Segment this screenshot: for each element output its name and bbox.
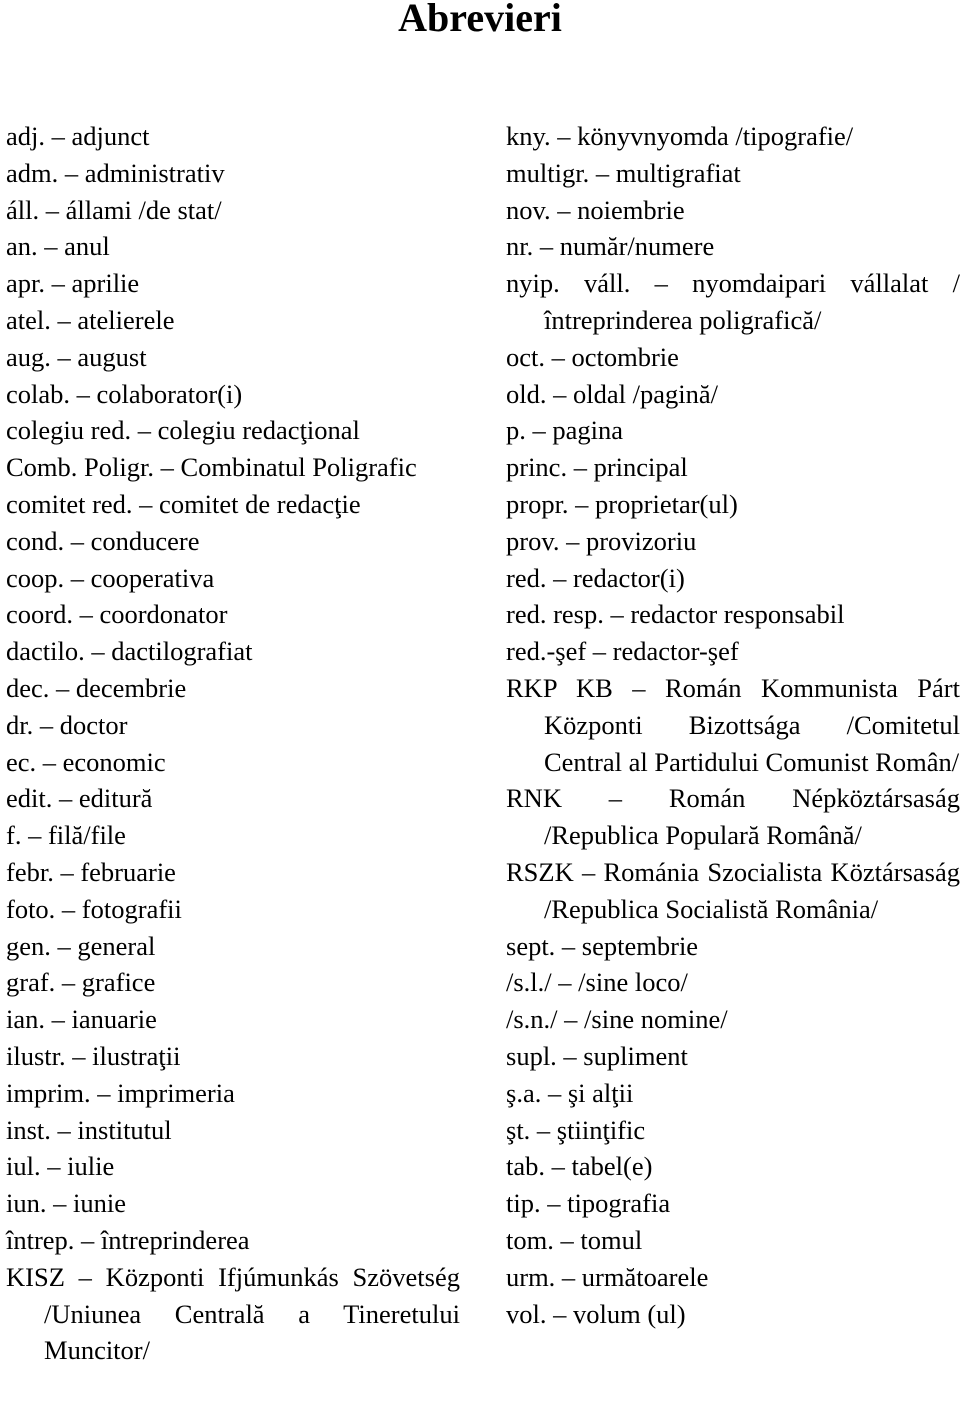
abbreviation-entry: atel. – atelierele (6, 304, 175, 335)
abbreviation-entry: ilustr. – ilustraţii (6, 1040, 181, 1071)
abbreviation-entry: ian. – ianuarie (6, 1004, 157, 1035)
abbreviation-entry: tom. – tomul (506, 1224, 643, 1255)
abbreviation-entry: supl. – supliment (506, 1040, 688, 1071)
abbreviation-entry: red. – redactor(i) (506, 562, 685, 593)
abbreviation-entry: old. – oldal /pagină/ (506, 378, 718, 409)
abbreviation-entry: aug. – august (6, 341, 147, 372)
abbreviation-entry: vol. – volum (ul) (506, 1298, 686, 1329)
abbreviation-entry: întrep. – întreprinderea (6, 1224, 250, 1255)
abbreviation-entry: cond. – conducere (6, 525, 200, 556)
abbreviation-entry: /s.n./ – /sine nomine/ (506, 1004, 728, 1035)
abbreviation-entry: coord. – coordonator (6, 599, 228, 630)
abbreviation-entry: nyip. váll. – nyomdaipari vállalat /întreprinderea poligrafică/ (506, 268, 960, 335)
abbreviation-entry: red. resp. – redactor responsabil (506, 599, 845, 630)
abbreviation-list-left (6, 118, 460, 1369)
abbreviation-entry: adj. – adjunct (6, 121, 150, 151)
abbreviation-entry: nov. – noiembrie (506, 194, 685, 225)
abbreviation-entry: KISZ – Központi Ifjúmunkás Szövetség /Uniunea Centrală a Tineretului Muncitor/ (6, 1261, 460, 1366)
abbreviation-entry: p. – pagina (506, 415, 624, 446)
abbreviation-entry: urm. – următoarele (506, 1261, 709, 1292)
abbreviation-entry: ec. – economic (6, 746, 166, 777)
abbreviation-entry: ş.a. – şi alţii (506, 1077, 634, 1108)
abbreviation-entry: princ. – principal (506, 452, 688, 483)
abbreviation-entry: gen. – general (6, 930, 156, 961)
abbreviation-entry: febr. – februarie (6, 856, 176, 887)
abbreviation-entry: colegiu red. – colegiu redacţional (6, 415, 360, 446)
abbreviation-entry: Comb. Poligr. – Combinatul Poligrafic (6, 452, 417, 483)
abbreviation-entry: inst. – institutul (6, 1114, 172, 1145)
abbreviation-entry: tab. – tabel(e) (506, 1151, 653, 1182)
abbreviation-entry: dec. – decembrie (6, 672, 187, 703)
abbreviation-entry: iul. – iulie (6, 1151, 115, 1182)
abbreviation-entry: an. – anul (6, 231, 110, 262)
abbreviation-entry: /s.l./ – /sine loco/ (506, 967, 688, 998)
abbreviation-entry: adm. – administrativ (6, 157, 225, 188)
abbreviation-entry: f. – filă/file (6, 820, 126, 851)
abbreviation-entry: propr. – proprietar(ul) (506, 488, 738, 519)
abbreviation-entry: coop. – cooperativa (6, 562, 215, 593)
abbreviation-entry: RSZK – Románia Szocialista Köztársaság /Republica Socialistă România/ (506, 856, 960, 924)
abbreviation-entry: RNK – Román Népköztársaság /Republica Populară Română/ (506, 783, 960, 851)
abbreviation-entry: prov. – provizoriu (506, 525, 697, 556)
abbreviation-entry: colab. – colaborator(i) (6, 378, 243, 409)
abbreviation-entry: graf. – grafice (6, 967, 156, 998)
abbreviation-entry: oct. – octombrie (506, 341, 679, 372)
abbreviation-entry: apr. – aprilie (6, 268, 140, 299)
abbreviation-entry: nr. – număr/numere (506, 231, 715, 262)
abbreviation-entry: imprim. – imprimeria (6, 1077, 235, 1108)
abbreviation-entry: tip. – tipografia (506, 1188, 671, 1219)
abbreviation-entry: comitet red. – comitet de redacţie (6, 488, 361, 519)
abbreviation-entry: kny. – könyvnyomda /tipografie/ (506, 121, 854, 151)
abbreviation-entry: sept. – septembrie (506, 930, 699, 961)
abbreviation-entry: áll. – állami /de stat/ (6, 194, 222, 225)
abbreviation-entry: şt. – ştiinţific (506, 1114, 646, 1145)
abbreviation-entry: iun. – iunie (6, 1188, 126, 1219)
abbreviation-entry: RKP KB – Román Kommunista Párt Központi Bizottsága /Comitetul Central al Partidului Comunist Român/ (506, 672, 960, 777)
abbreviation-entry: dactilo. – dactilografiat (6, 636, 253, 667)
abbreviation-entry: edit. – editură (6, 783, 153, 814)
abbreviation-entry: foto. – fotografii (6, 893, 182, 924)
abbreviation-list-right (506, 118, 960, 1332)
abbreviation-entry: dr. – doctor (6, 709, 128, 740)
abbreviation-entry: red.-şef – redactor-şef (506, 636, 739, 667)
abbreviation-entry: multigr. – multigrafiat (506, 157, 741, 188)
page-title: Abrevieri (398, 0, 562, 40)
